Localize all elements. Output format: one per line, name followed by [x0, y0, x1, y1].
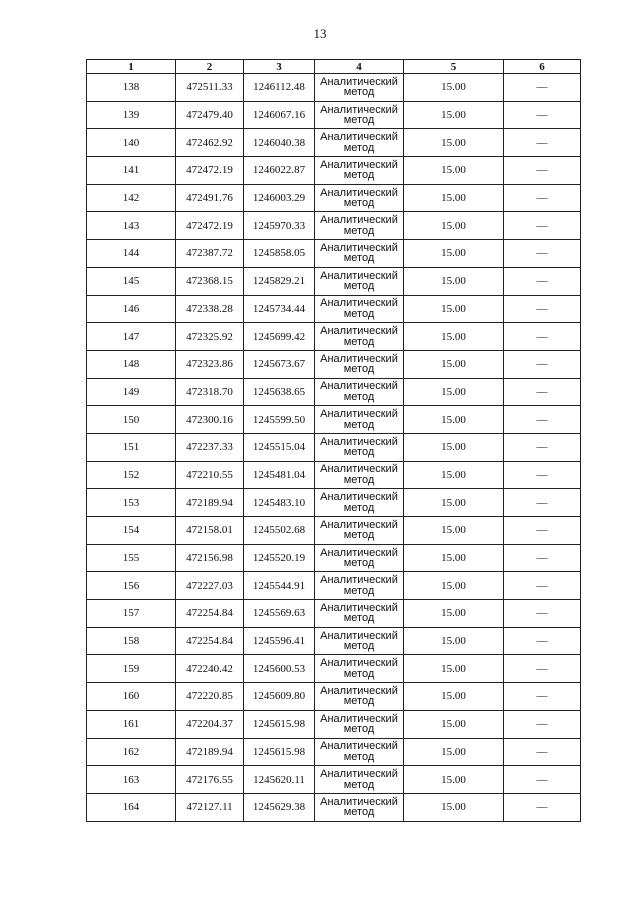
table-row: [87, 793, 581, 821]
description-cell: —: [504, 406, 581, 434]
accuracy-value: 15.00: [404, 350, 504, 378]
accuracy-value: 15.00: [404, 738, 504, 766]
accuracy-value: 15.00: [404, 461, 504, 489]
table-row: [87, 544, 581, 572]
accuracy-value: 15.00: [404, 655, 504, 683]
coordinate-y: 1246003.29: [244, 184, 315, 212]
description-cell: —: [504, 683, 581, 711]
point-number: 164: [87, 793, 176, 821]
coordinate-y: 1245481.04: [244, 461, 315, 489]
determination-method: [315, 101, 404, 129]
accuracy-value: 15.00: [404, 517, 504, 545]
accuracy-value: 15.00: [404, 378, 504, 406]
coordinate-x: 472254.84: [176, 627, 244, 655]
method-line-2: метод: [343, 363, 375, 376]
method-line-2: метод: [343, 723, 375, 736]
coordinate-y: 1246067.16: [244, 101, 315, 129]
table-row: [87, 157, 581, 185]
method-line-1: Аналитический: [320, 491, 398, 504]
method-line-1: Аналитический: [320, 795, 398, 808]
determination-method: [315, 627, 404, 655]
method-line-2: метод: [343, 390, 375, 403]
coordinate-y: 1245673.67: [244, 350, 315, 378]
determination-method: [315, 461, 404, 489]
coordinate-x: 472338.28: [176, 295, 244, 323]
method-line-1: Аналитический: [320, 269, 398, 282]
description-cell: —: [504, 323, 581, 351]
coordinate-x: 472127.11: [176, 793, 244, 821]
coordinate-x: 472472.19: [176, 212, 244, 240]
accuracy-value: 15.00: [404, 406, 504, 434]
determination-method: [315, 766, 404, 794]
accuracy-value: 15.00: [404, 129, 504, 157]
determination-method: [315, 544, 404, 572]
coordinate-x: 472300.16: [176, 406, 244, 434]
description-cell: —: [504, 461, 581, 489]
table-row: [87, 267, 581, 295]
method-line-1: Аналитический: [320, 435, 398, 448]
table-row: [87, 461, 581, 489]
table-row: [87, 129, 581, 157]
point-number: 143: [87, 212, 176, 240]
description-cell: —: [504, 74, 581, 102]
coordinate-y: 1246040.38: [244, 129, 315, 157]
coordinate-y: 1245544.91: [244, 572, 315, 600]
point-number: 151: [87, 433, 176, 461]
point-number: 138: [87, 74, 176, 102]
table-row: [87, 323, 581, 351]
method-line-1: Аналитический: [320, 712, 398, 725]
coordinate-y: 1245734.44: [244, 295, 315, 323]
method-line-2: метод: [343, 335, 375, 348]
method-line-2: метод: [343, 640, 375, 653]
coordinate-x: 472204.37: [176, 710, 244, 738]
accuracy-value: 15.00: [404, 184, 504, 212]
point-number: 163: [87, 766, 176, 794]
table-row: [87, 489, 581, 517]
point-number: 159: [87, 655, 176, 683]
coordinate-x: 472176.55: [176, 766, 244, 794]
method-line-1: Аналитический: [320, 103, 398, 116]
accuracy-value: 15.00: [404, 627, 504, 655]
description-cell: —: [504, 240, 581, 268]
coordinate-y: 1245569.63: [244, 600, 315, 628]
table-row: [87, 710, 581, 738]
table-row: [87, 683, 581, 711]
description-cell: —: [504, 129, 581, 157]
point-number: 156: [87, 572, 176, 600]
method-line-1: Аналитический: [320, 684, 398, 697]
accuracy-value: 15.00: [404, 267, 504, 295]
table-header-row: [87, 60, 581, 74]
coordinate-x: 472237.33: [176, 433, 244, 461]
column-header-5: 5: [404, 60, 504, 74]
description-cell: —: [504, 655, 581, 683]
method-line-1: Аналитический: [320, 546, 398, 559]
determination-method: [315, 129, 404, 157]
method-line-2: метод: [343, 307, 375, 320]
table-row: [87, 517, 581, 545]
method-line-1: Аналитический: [320, 463, 398, 476]
point-number: 155: [87, 544, 176, 572]
determination-method: [315, 378, 404, 406]
description-cell: —: [504, 738, 581, 766]
table-row: [87, 600, 581, 628]
method-line-1: Аналитический: [320, 75, 398, 88]
coordinate-y: 1246112.48: [244, 74, 315, 102]
coordinate-y: 1245596.41: [244, 627, 315, 655]
accuracy-value: 15.00: [404, 572, 504, 600]
coordinate-y: 1245829.21: [244, 267, 315, 295]
point-number: 158: [87, 627, 176, 655]
method-line-2: метод: [343, 557, 375, 570]
table-row: [87, 433, 581, 461]
method-line-2: метод: [343, 806, 375, 819]
determination-method: [315, 489, 404, 517]
point-number: 154: [87, 517, 176, 545]
description-cell: —: [504, 710, 581, 738]
method-line-2: метод: [343, 612, 375, 625]
description-cell: —: [504, 489, 581, 517]
coordinate-y: 1245609.80: [244, 683, 315, 711]
method-line-1: Аналитический: [320, 740, 398, 753]
determination-method: [315, 267, 404, 295]
determination-method: [315, 406, 404, 434]
determination-method: [315, 240, 404, 268]
method-line-1: Аналитический: [320, 158, 398, 171]
coordinate-x: 472189.94: [176, 738, 244, 766]
accuracy-value: 15.00: [404, 683, 504, 711]
accuracy-value: 15.00: [404, 793, 504, 821]
determination-method: [315, 295, 404, 323]
point-number: 161: [87, 710, 176, 738]
accuracy-value: 15.00: [404, 323, 504, 351]
point-number: 147: [87, 323, 176, 351]
determination-method: [315, 323, 404, 351]
coordinate-x: 472227.03: [176, 572, 244, 600]
method-line-2: метод: [343, 114, 375, 127]
coordinate-x: 472387.72: [176, 240, 244, 268]
coordinate-x: 472325.92: [176, 323, 244, 351]
accuracy-value: 15.00: [404, 489, 504, 517]
coordinate-y: 1245638.65: [244, 378, 315, 406]
method-line-2: метод: [343, 224, 375, 237]
accuracy-value: 15.00: [404, 600, 504, 628]
accuracy-value: 15.00: [404, 766, 504, 794]
description-cell: —: [504, 295, 581, 323]
accuracy-value: 15.00: [404, 157, 504, 185]
method-line-2: метод: [343, 529, 375, 542]
coordinate-x: 472318.70: [176, 378, 244, 406]
method-line-1: Аналитический: [320, 380, 398, 393]
coordinate-y: 1245600.53: [244, 655, 315, 683]
method-line-1: Аналитический: [320, 186, 398, 199]
determination-method: [315, 738, 404, 766]
coordinate-x: 472156.98: [176, 544, 244, 572]
method-line-2: метод: [343, 446, 375, 459]
coordinate-y: 1245615.98: [244, 710, 315, 738]
table-row: [87, 74, 581, 102]
coordinate-y: 1245502.68: [244, 517, 315, 545]
table-row: [87, 184, 581, 212]
determination-method: [315, 433, 404, 461]
description-cell: —: [504, 627, 581, 655]
description-cell: —: [504, 600, 581, 628]
coordinate-x: 472240.42: [176, 655, 244, 683]
method-line-1: Аналитический: [320, 518, 398, 531]
coordinate-x: 472210.55: [176, 461, 244, 489]
table-row: [87, 378, 581, 406]
column-header-3: 3: [244, 60, 315, 74]
description-cell: —: [504, 184, 581, 212]
method-line-1: Аналитический: [320, 574, 398, 587]
description-cell: —: [504, 544, 581, 572]
coordinate-y: 1246022.87: [244, 157, 315, 185]
table-row: [87, 240, 581, 268]
method-line-1: Аналитический: [320, 768, 398, 781]
determination-method: [315, 157, 404, 185]
point-number: 160: [87, 683, 176, 711]
accuracy-value: 15.00: [404, 295, 504, 323]
method-line-2: метод: [343, 750, 375, 763]
coordinate-x: 472158.01: [176, 517, 244, 545]
column-header-2: 2: [176, 60, 244, 74]
table-row: [87, 295, 581, 323]
coordinate-y: 1245620.11: [244, 766, 315, 794]
description-cell: —: [504, 766, 581, 794]
method-line-1: Аналитический: [320, 241, 398, 254]
method-line-2: метод: [343, 501, 375, 514]
description-cell: —: [504, 101, 581, 129]
method-line-2: метод: [343, 169, 375, 182]
determination-method: [315, 350, 404, 378]
column-header-4: 4: [315, 60, 404, 74]
determination-method: [315, 793, 404, 821]
method-line-1: Аналитический: [320, 325, 398, 338]
description-cell: —: [504, 212, 581, 240]
method-line-1: Аналитический: [320, 408, 398, 421]
determination-method: [315, 600, 404, 628]
table-row: [87, 572, 581, 600]
accuracy-value: 15.00: [404, 74, 504, 102]
coordinate-x: 472472.19: [176, 157, 244, 185]
description-cell: —: [504, 350, 581, 378]
table-row: [87, 101, 581, 129]
method-line-1: Аналитический: [320, 629, 398, 642]
table-row: [87, 766, 581, 794]
point-number: 144: [87, 240, 176, 268]
determination-method: [315, 655, 404, 683]
coordinate-x: 472479.40: [176, 101, 244, 129]
coordinate-y: 1245970.33: [244, 212, 315, 240]
page-number: 13: [313, 26, 327, 41]
method-line-2: метод: [343, 86, 375, 99]
accuracy-value: 15.00: [404, 544, 504, 572]
method-line-2: метод: [343, 695, 375, 708]
point-number: 152: [87, 461, 176, 489]
point-number: 150: [87, 406, 176, 434]
coordinate-x: 472323.86: [176, 350, 244, 378]
determination-method: [315, 517, 404, 545]
column-header-1: 1: [87, 60, 176, 74]
table-row: [87, 350, 581, 378]
point-number: 139: [87, 101, 176, 129]
coordinate-y: 1245699.42: [244, 323, 315, 351]
description-cell: —: [504, 793, 581, 821]
table-row: [87, 738, 581, 766]
determination-method: [315, 184, 404, 212]
coordinate-y: 1245483.10: [244, 489, 315, 517]
point-number: 146: [87, 295, 176, 323]
determination-method: [315, 710, 404, 738]
point-number: 149: [87, 378, 176, 406]
table-row: [87, 655, 581, 683]
coordinate-x: 472462.92: [176, 129, 244, 157]
point-number: 162: [87, 738, 176, 766]
coordinate-x: 472254.84: [176, 600, 244, 628]
table-row: [87, 212, 581, 240]
coordinate-x: 472189.94: [176, 489, 244, 517]
method-line-2: метод: [343, 473, 375, 486]
coordinate-x: 472491.76: [176, 184, 244, 212]
table-row: [87, 406, 581, 434]
coordinate-y: 1245858.05: [244, 240, 315, 268]
coordinate-y: 1245615.98: [244, 738, 315, 766]
coordinate-y: 1245520.19: [244, 544, 315, 572]
method-line-2: метод: [343, 252, 375, 265]
coordinate-y: 1245515.04: [244, 433, 315, 461]
determination-method: [315, 683, 404, 711]
description-cell: —: [504, 517, 581, 545]
method-line-1: Аналитический: [320, 657, 398, 670]
method-line-1: Аналитический: [320, 214, 398, 227]
determination-method: [315, 212, 404, 240]
method-line-2: метод: [343, 197, 375, 210]
table-row: [87, 627, 581, 655]
method-line-2: метод: [343, 418, 375, 431]
accuracy-value: 15.00: [404, 212, 504, 240]
determination-method: [315, 74, 404, 102]
point-number: 140: [87, 129, 176, 157]
determination-method: [315, 572, 404, 600]
point-number: 157: [87, 600, 176, 628]
point-number: 142: [87, 184, 176, 212]
coordinate-y: 1245629.38: [244, 793, 315, 821]
accuracy-value: 15.00: [404, 101, 504, 129]
method-line-1: Аналитический: [320, 297, 398, 310]
coordinate-x: 472220.85: [176, 683, 244, 711]
method-line-2: метод: [343, 778, 375, 791]
accuracy-value: 15.00: [404, 710, 504, 738]
description-cell: —: [504, 572, 581, 600]
coordinate-x: 472368.15: [176, 267, 244, 295]
description-cell: —: [504, 157, 581, 185]
method-line-1: Аналитический: [320, 601, 398, 614]
coordinates-table: [86, 59, 581, 822]
column-header-6: 6: [504, 60, 581, 74]
method-line-2: метод: [343, 280, 375, 293]
method-line-1: Аналитический: [320, 352, 398, 365]
accuracy-value: 15.00: [404, 433, 504, 461]
point-number: 148: [87, 350, 176, 378]
coordinate-x: 472511.33: [176, 74, 244, 102]
point-number: 153: [87, 489, 176, 517]
point-number: 145: [87, 267, 176, 295]
method-line-2: метод: [343, 584, 375, 597]
description-cell: —: [504, 378, 581, 406]
point-number: 141: [87, 157, 176, 185]
method-line-2: метод: [343, 667, 375, 680]
description-cell: —: [504, 433, 581, 461]
method-line-1: Аналитический: [320, 131, 398, 144]
coordinate-y: 1245599.50: [244, 406, 315, 434]
accuracy-value: 15.00: [404, 240, 504, 268]
method-line-2: метод: [343, 141, 375, 154]
description-cell: —: [504, 267, 581, 295]
